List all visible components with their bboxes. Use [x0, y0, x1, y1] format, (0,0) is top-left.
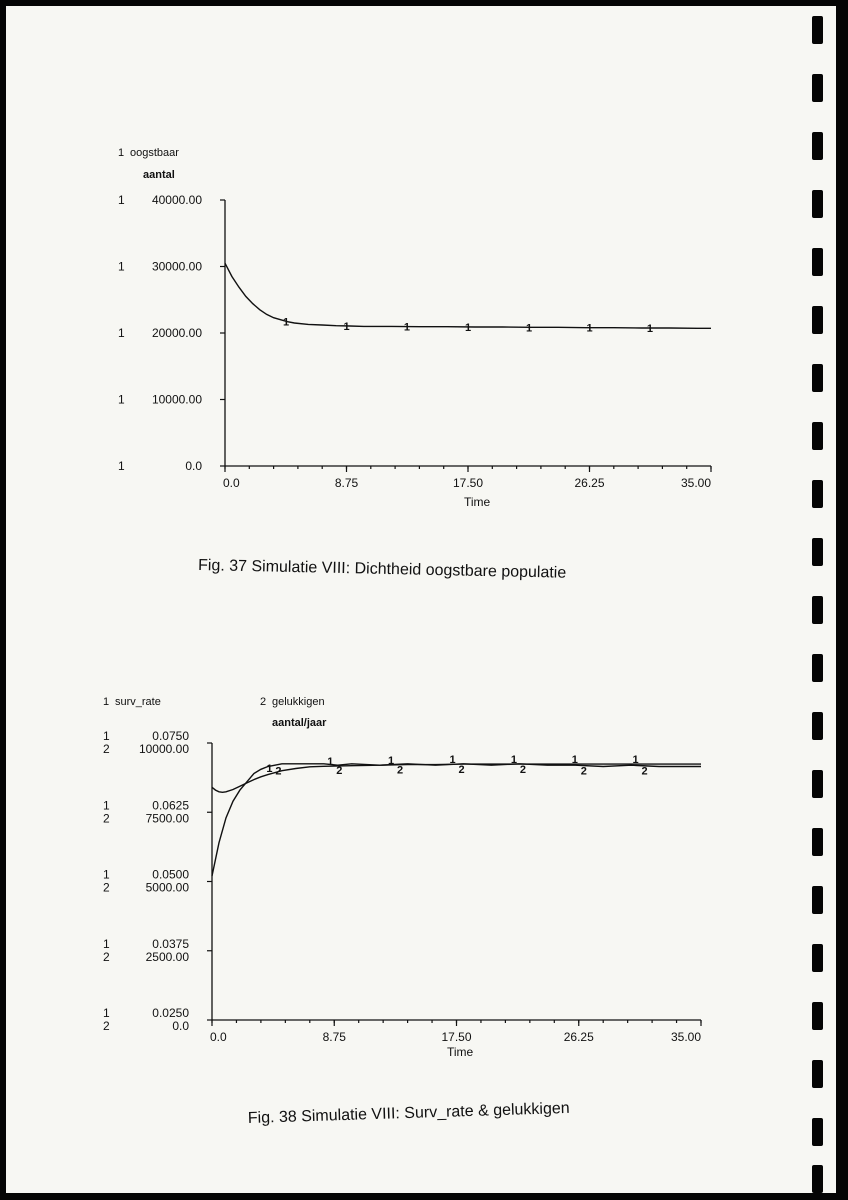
fig38-y1-tick-label: 0.0625 — [152, 798, 189, 813]
fig38-series-1-marker: 1 — [327, 756, 334, 769]
fig38-series-1-marker: 1 — [387, 754, 395, 767]
fig38-y-series1-index: 1 — [103, 867, 110, 882]
fig38-y-series1-index: 1 — [103, 936, 110, 951]
figure-38 — [103, 696, 701, 1127]
fig38-series-1-marker: 1 — [266, 763, 273, 776]
figure-canvas — [6, 6, 836, 1193]
fig38-y-series2-index: 2 — [103, 1019, 110, 1033]
fig38-y2-tick-label: 2500.00 — [145, 949, 189, 964]
fig38-axes — [212, 743, 701, 1020]
fig38-x-axis-label: Time — [447, 1045, 474, 1059]
fig37-x-tick-label: 0.0 — [223, 476, 240, 490]
fig38-caption: Fig. 38 Simulatie VIII: Surv_rate & gelukkigen — [247, 1099, 570, 1127]
fig37-caption: Fig. 37 Simulatie VIII: Dichtheid oogstbare populatie — [197, 557, 567, 582]
fig38-series-2-marker: 2 — [336, 764, 343, 777]
fig37-series1-name: oogstbaar — [130, 147, 179, 159]
fig38-plot-lines — [212, 764, 701, 876]
fig37-series-1-marker: 1 — [283, 316, 290, 329]
fig38-series-1-line — [212, 764, 701, 792]
fig37-plot-lines — [225, 263, 711, 328]
fig37-series-1-marker: 1 — [646, 323, 653, 336]
fig38-y1-tick-label: 0.0500 — [152, 867, 189, 882]
fig38-y1-tick-label: 0.0750 — [152, 729, 189, 743]
document-page — [6, 6, 836, 1193]
fig37-y-tick-label: 20000.00 — [151, 326, 202, 340]
fig38-series-2-marker: 2 — [275, 765, 282, 778]
fig37-x-axis-label: Time — [464, 495, 491, 509]
fig37-y-series-index: 1 — [118, 259, 125, 274]
fig38-y-series1-index: 1 — [103, 729, 110, 743]
fig38-y-series1-index: 1 — [103, 1006, 110, 1020]
fig37-y-tick-label: 40000.00 — [151, 193, 202, 207]
figure-37 — [118, 147, 711, 582]
fig38-y2-tick-label: 0.0 — [172, 1019, 189, 1033]
fig38-series-2-marker: 2 — [458, 764, 465, 777]
fig37-x-tick-label: 17.50 — [452, 476, 484, 490]
fig38-series2-name: gelukkigen — [272, 696, 325, 708]
fig38-y-series2-index: 2 — [103, 949, 110, 964]
fig38-y2-tick-label: 7500.00 — [145, 811, 189, 826]
fig38-series-1-marker: 1 — [449, 754, 456, 767]
fig37-ticks — [118, 193, 711, 490]
fig37-y-series-index: 1 — [118, 392, 125, 407]
fig38-series-2-marker: 2 — [580, 765, 587, 778]
fig38-series-2-line — [212, 764, 701, 876]
fig38-series2-index: 2 — [260, 696, 267, 708]
fig37-series-1-marker: 1 — [343, 320, 350, 333]
fig37-y-series-index: 1 — [118, 193, 125, 207]
fig38-x-tick-label: 8.75 — [322, 1030, 346, 1044]
fig37-series-1-marker: 1 — [586, 322, 593, 335]
fig38-y-series2-index: 2 — [103, 811, 110, 826]
fig37-series-1-marker: 1 — [464, 321, 472, 334]
fig38-series-2-marker: 2 — [641, 765, 648, 778]
fig37-series-1-marker: 1 — [526, 322, 533, 335]
fig37-y-series-index: 1 — [118, 326, 125, 340]
fig38-y-series2-index: 2 — [103, 880, 110, 895]
fig37-y-tick-label: 0.0 — [185, 459, 202, 473]
fig37-x-tick-label: 8.75 — [334, 476, 359, 490]
fig37-x-tick-label: 26.25 — [574, 476, 605, 490]
fig38-series-1-marker: 1 — [571, 754, 578, 767]
fig38-series1-name: surv_rate — [115, 696, 161, 708]
fig38-x-tick-label: 17.50 — [441, 1030, 472, 1044]
fig38-series1-index: 1 — [103, 696, 110, 708]
fig37-y-series-index: 1 — [118, 459, 125, 473]
fig38-series-2-marker: 2 — [519, 763, 527, 776]
fig38-series-1-marker: 1 — [632, 754, 639, 767]
fig38-x-tick-label: 26.25 — [563, 1030, 594, 1044]
fig38-y1-tick-label: 0.0375 — [152, 936, 189, 951]
fig38-y1-tick-label: 0.0250 — [152, 1006, 189, 1020]
fig37-series-1-line — [225, 263, 711, 328]
fig37-series1-index: 1 — [118, 147, 125, 159]
fig38-y2-tick-label: 5000.00 — [145, 880, 189, 895]
fig38-series-1-marker: 1 — [510, 754, 518, 767]
fig37-y-tick-label: 10000.00 — [151, 392, 202, 407]
fig37-series1-unit: aantal — [143, 169, 175, 181]
fig38-y2-tick-label: 10000.00 — [138, 742, 189, 756]
fig38-y-series2-index: 2 — [103, 742, 110, 756]
fig38-x-tick-label: 0.0 — [210, 1030, 227, 1044]
fig37-y-tick-label: 30000.00 — [151, 259, 202, 274]
fig37-series-1-marker: 1 — [403, 321, 410, 334]
fig38-x-tick-label: 35.00 — [670, 1030, 701, 1044]
fig38-series-2-marker: 2 — [396, 764, 404, 777]
fig38-y-series1-index: 1 — [103, 798, 110, 813]
fig37-x-tick-label: 35.00 — [680, 476, 711, 490]
fig38-series2-unit: aantal/jaar — [272, 717, 327, 729]
